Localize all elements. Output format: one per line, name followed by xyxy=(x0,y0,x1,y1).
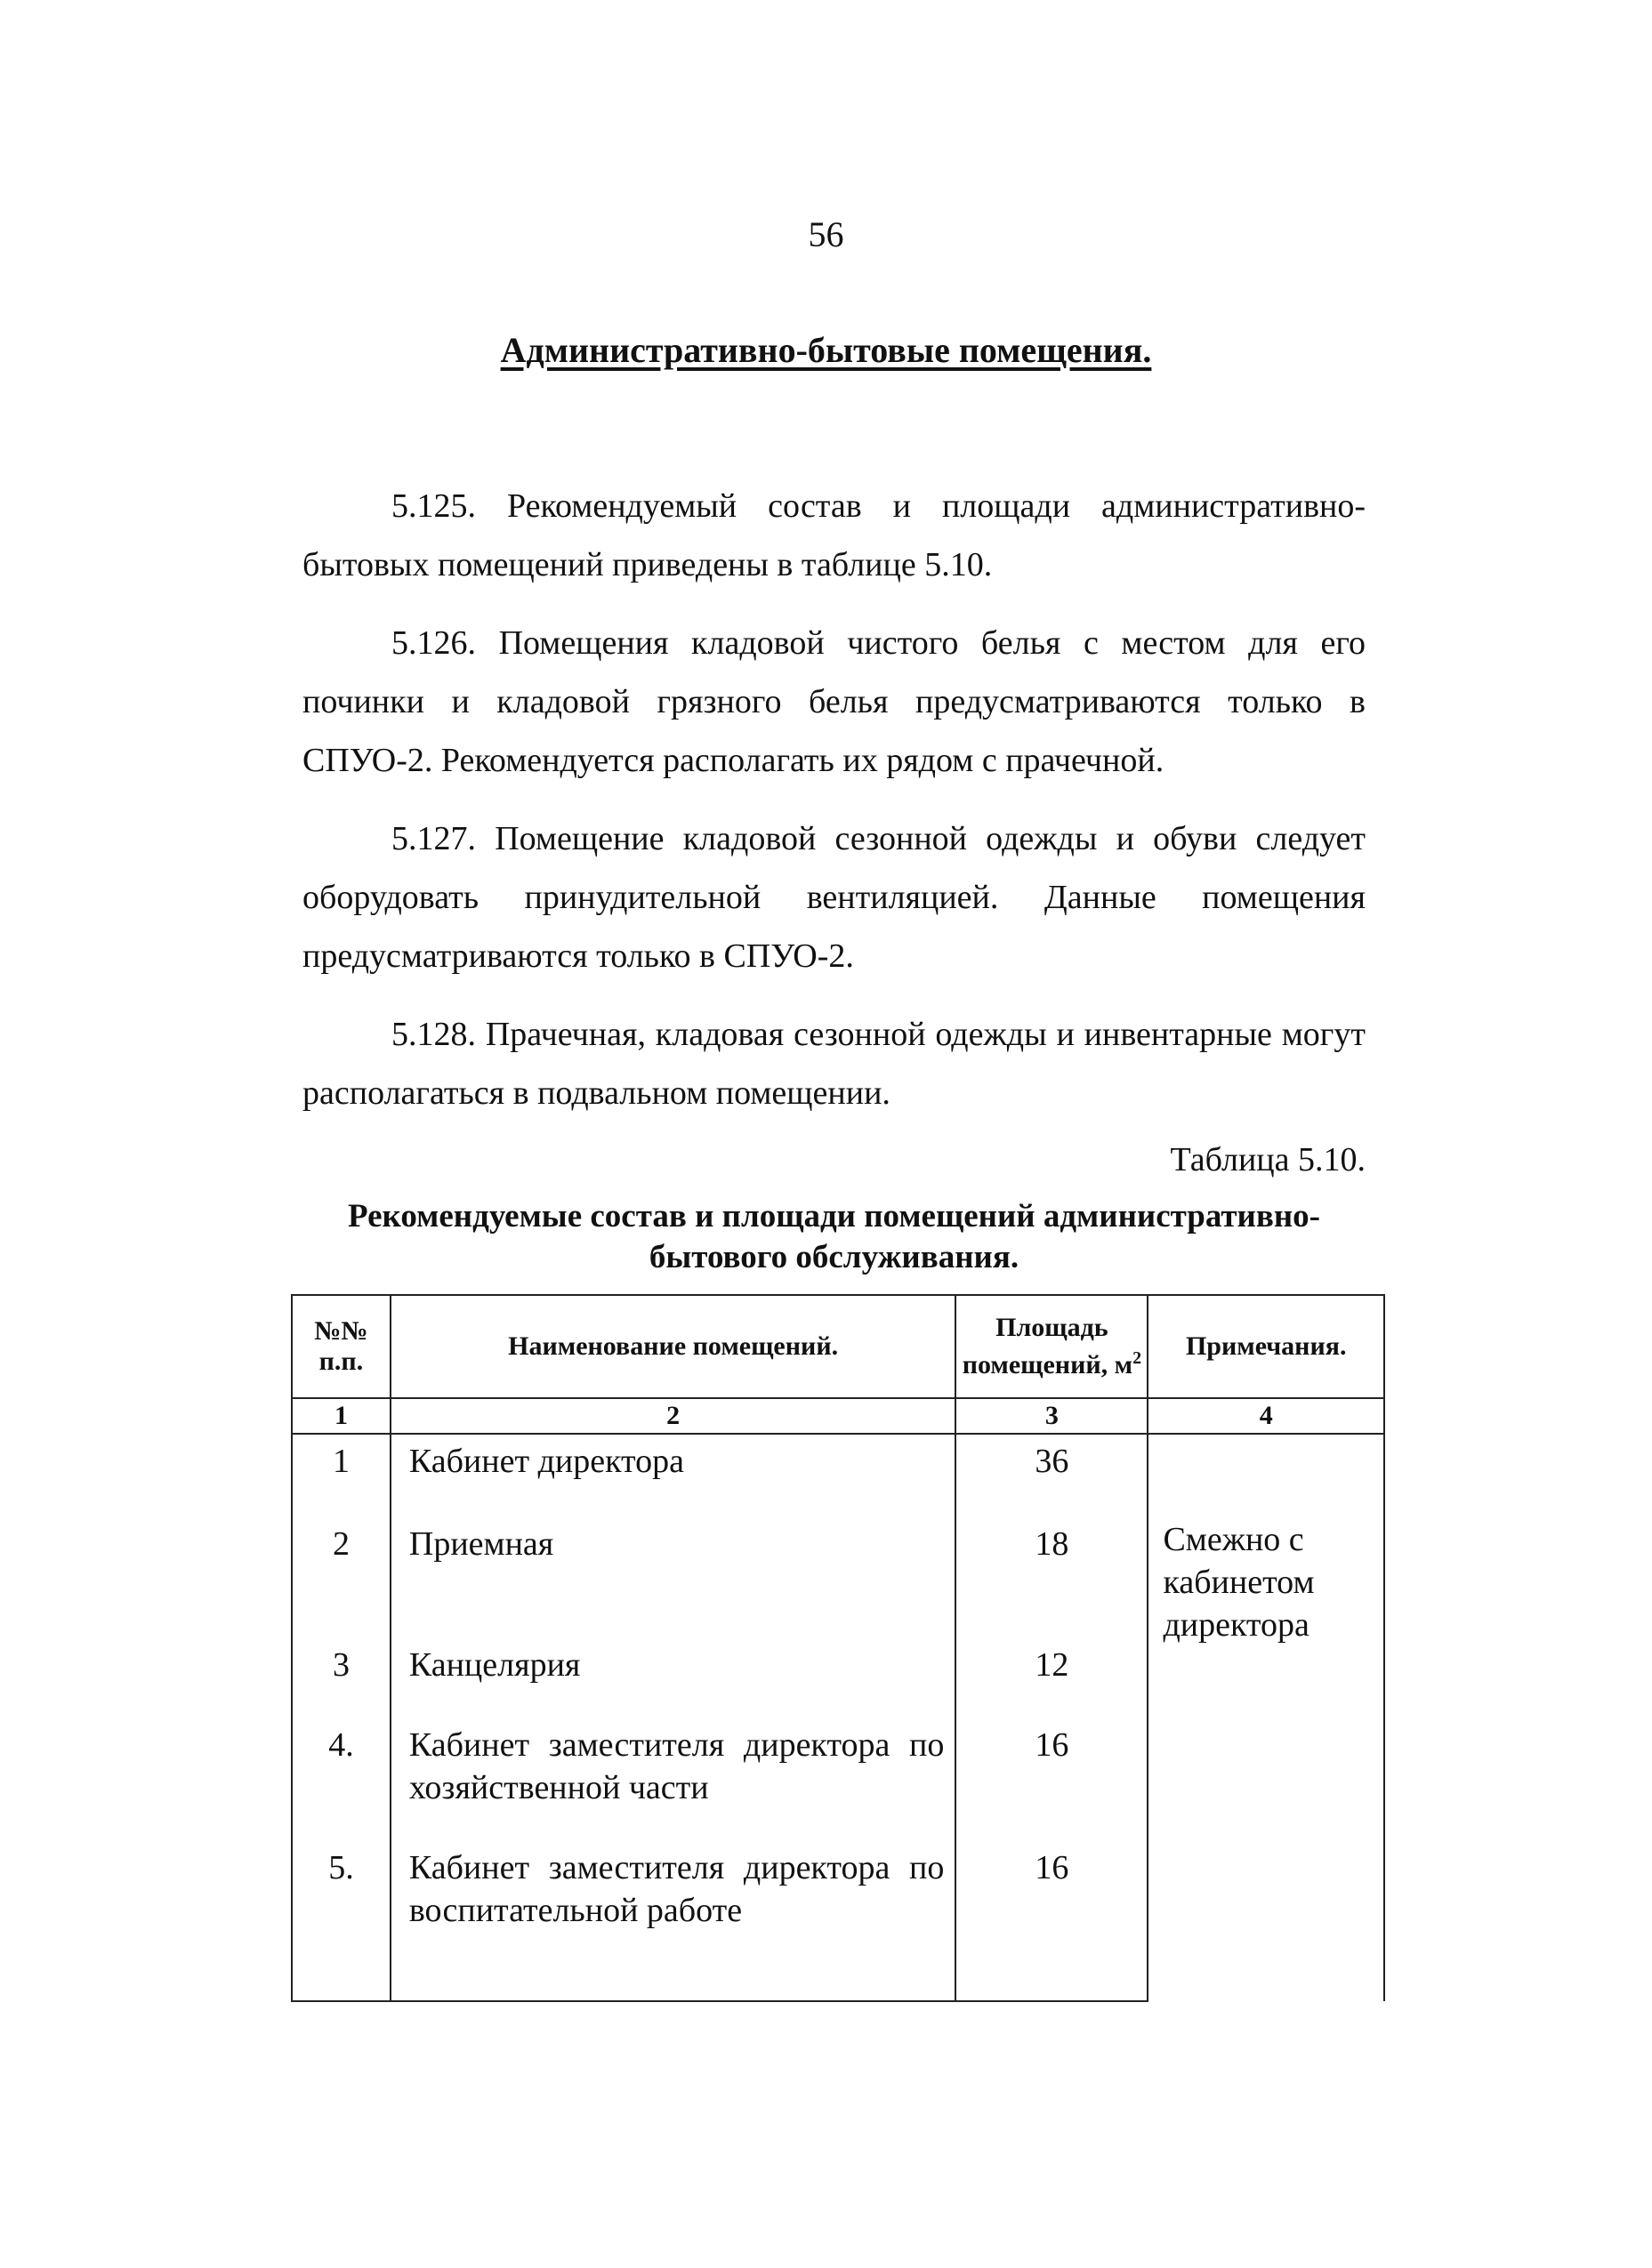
row-name: Кабинет директора xyxy=(391,1434,956,1517)
row-area: 18 xyxy=(955,1517,1148,1638)
row-num: 1 xyxy=(292,1434,391,1517)
row-name: Приемная xyxy=(391,1517,956,1638)
paragraph-5-126: 5.126. Помещения кладовой чистого белья с местом для его починки и кладовой грязного белья предусматриваются только в СПУО-2. Рекомендуется располагать их рядом с прачечной. xyxy=(302,624,1366,779)
header-name: Наименование помещений. xyxy=(391,1295,956,1398)
row-num: 4. xyxy=(292,1718,391,1841)
paragraph-5-128: 5.128. Прачечная, кладовая сезонной одежды и инвентарные могут располагаться в подвальном помещении. xyxy=(302,1016,1366,1112)
row-notes xyxy=(1148,1434,1384,2001)
row-area: 16 xyxy=(955,1718,1148,1841)
header-area xyxy=(955,1295,1148,1398)
row-name: Канцелярия xyxy=(391,1638,956,1718)
row-num: 2 xyxy=(292,1517,391,1638)
column-number: 1 xyxy=(292,1398,391,1434)
row-area: 12 xyxy=(955,1638,1148,1718)
header-area-text: Площадь помещений, м xyxy=(962,1313,1133,1379)
table-header-row xyxy=(292,1295,1384,1398)
paragraph-5-127: 5.127. Помещение кладовой сезонной одежды и обуви следует оборудовать принудительной вентиляцией. Данные помещения предусматриваются только в СПУО-2. xyxy=(302,820,1366,975)
column-number: 3 xyxy=(955,1398,1148,1434)
column-numbers-row xyxy=(292,1398,1384,1434)
column-number: 2 xyxy=(391,1398,956,1434)
row-name: Кабинет заместителя директора по воспитательной работе xyxy=(391,1841,956,2001)
row-num: 5. xyxy=(292,1841,391,2001)
column-number: 4 xyxy=(1148,1398,1384,1434)
page-number: 56 xyxy=(808,214,844,254)
table-number: Таблица 5.10. xyxy=(1170,1141,1366,1178)
section-heading: Административно-бытовые помещения. xyxy=(500,330,1152,370)
row-area: 36 xyxy=(955,1434,1148,1517)
table-row xyxy=(292,1434,1384,1517)
row-area: 16 xyxy=(955,1841,1148,2001)
row-name: Кабинет заместителя директора по хозяйственной части xyxy=(391,1718,956,1841)
paragraph-5-125: 5.125. Рекомендуемый состав и площади административно-бытовых помещений приведены в таблице 5.10. xyxy=(302,487,1366,583)
header-area-sup: 2 xyxy=(1132,1348,1142,1368)
table-title: Рекомендуемые состав и площади помещений административно-бытового обслуживания. xyxy=(348,1198,1320,1275)
header-notes: Примечания. xyxy=(1148,1295,1384,1398)
rooms-table xyxy=(291,1294,1385,2002)
note-shared: Смежно с кабинетом директора xyxy=(1163,1521,1315,1644)
row-num: 3 xyxy=(292,1638,391,1718)
header-num: №№ п.п. xyxy=(292,1295,391,1398)
